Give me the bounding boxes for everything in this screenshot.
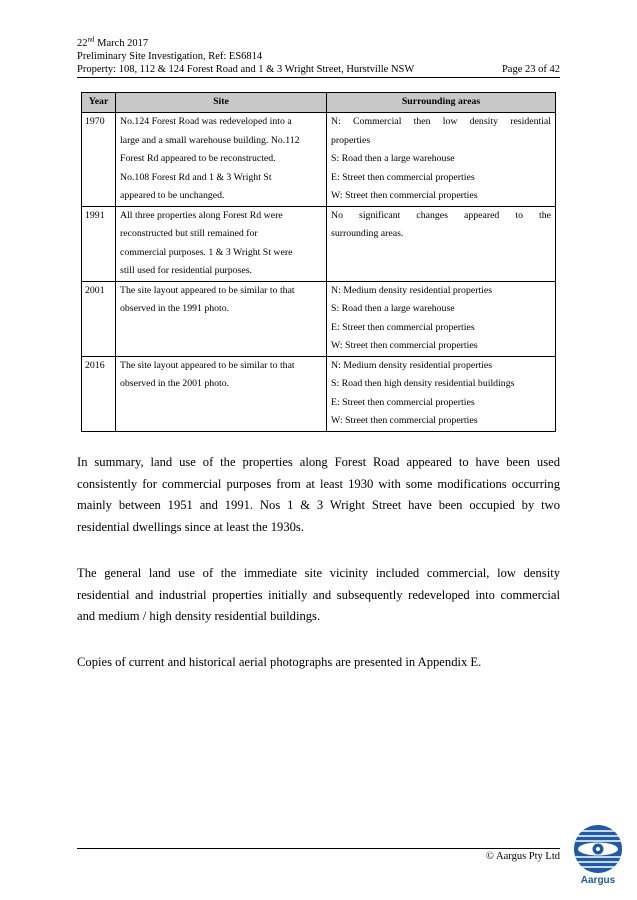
surrounding-line: W: Street then commercial properties	[331, 340, 478, 351]
table-header-row	[82, 93, 556, 113]
header-date: 22nd March 2017	[77, 35, 149, 49]
surrounding-cell	[327, 356, 556, 431]
logo-wordmark: Aargus	[580, 875, 616, 886]
surrounding-line: E: Street then commercial properties	[331, 171, 475, 183]
year-cell: 2016	[82, 356, 116, 431]
site-line: observed in the 2001 photo.	[120, 378, 230, 389]
surrounding-line: No significant changes appeared to the	[331, 209, 551, 221]
column-header-surrounding: Surrounding areas	[327, 93, 556, 113]
surrounding-line: N: Medium density residential properties	[331, 284, 493, 296]
site-line: The site layout appeared to be similar to that	[120, 284, 295, 296]
site-line: No.124 Forest Road was redeveloped into a	[120, 116, 292, 127]
aerial-photo-table	[81, 92, 556, 432]
site-line: reconstructed but still remained for	[120, 228, 258, 239]
surrounding-line: E: Street then commercial properties	[331, 321, 475, 333]
site-line: No.108 Forest Rd and 1 & 3 Wright St	[120, 171, 272, 183]
surrounding-line: E: Street then commercial properties	[331, 396, 475, 408]
site-line: commercial purposes. 1 & 3 Wright St were	[120, 246, 293, 258]
column-header-year: Year	[82, 93, 116, 113]
table-row	[82, 356, 556, 431]
summary-paragraph: In summary, land use of the properties along Forest Road appeared to have been used consistently for commercial purposes from at least 1930 with some modifications occurring mainly between 1951 and 1991. Nos 1 & 3 Wright Street have been occupied by two residential dwellings since at least the 1930s.	[77, 455, 560, 534]
header-divider	[77, 77, 560, 78]
surrounding-line: properties	[331, 134, 371, 146]
site-line: still used for residential purposes.	[120, 265, 252, 276]
footer-copyright: © Aargus Pty Ltd	[486, 851, 560, 862]
site-line: All three properties along Forest Rd were	[120, 209, 283, 221]
site-line: appeared to be unchanged.	[120, 190, 225, 201]
site-cell	[116, 206, 327, 281]
surrounding-cell	[327, 113, 556, 207]
header-property: Property: 108, 112 & 124 Forest Road and 1 & 3 Wright Street, Hurstville NSW	[77, 64, 415, 75]
surrounding-line: surrounding areas.	[331, 228, 404, 239]
table-row	[82, 206, 556, 281]
surrounding-line: S: Road then a large warehouse	[331, 303, 455, 314]
surrounding-cell	[327, 281, 556, 356]
site-cell	[116, 281, 327, 356]
page-header	[77, 37, 560, 76]
surrounding-line: W: Street then commercial properties	[331, 415, 478, 426]
column-header-site: Site	[116, 93, 327, 113]
appendix-paragraph: Copies of current and historical aerial photographs are presented in Appendix E.	[77, 655, 482, 669]
header-page-number: Page 23 of 42	[501, 64, 560, 75]
site-cell	[116, 113, 327, 207]
surrounding-line: S: Road then high density residential buildings	[331, 378, 515, 389]
surrounding-line: W: Street then commercial properties	[331, 190, 478, 201]
land-use-paragraph: The general land use of the immediate site vicinity included commercial, low density residential and industrial properties initially and subsequently redeveloped into commercial and medium / high density residential buildings.	[77, 566, 560, 624]
surrounding-cell	[327, 206, 556, 281]
table-row	[82, 113, 556, 207]
year-cell: 1970	[82, 113, 116, 207]
site-line: large and a small warehouse building. No.112	[120, 134, 300, 146]
site-line: The site layout appeared to be similar to that	[120, 359, 295, 371]
year-cell: 2001	[82, 281, 116, 356]
site-line: Forest Rd appeared to be reconstructed.	[120, 153, 276, 164]
footer-divider	[77, 848, 560, 849]
year-cell: 1991	[82, 206, 116, 281]
header-report-ref: Preliminary Site Investigation, Ref: ES6814	[77, 51, 263, 62]
site-cell	[116, 356, 327, 431]
surrounding-line: S: Road then a large warehouse	[331, 153, 455, 164]
site-line: observed in the 1991 photo.	[120, 303, 230, 314]
table-row	[82, 281, 556, 356]
surrounding-line: N: Commercial then low density residential	[331, 116, 551, 127]
surrounding-line: N: Medium density residential properties	[331, 359, 493, 371]
